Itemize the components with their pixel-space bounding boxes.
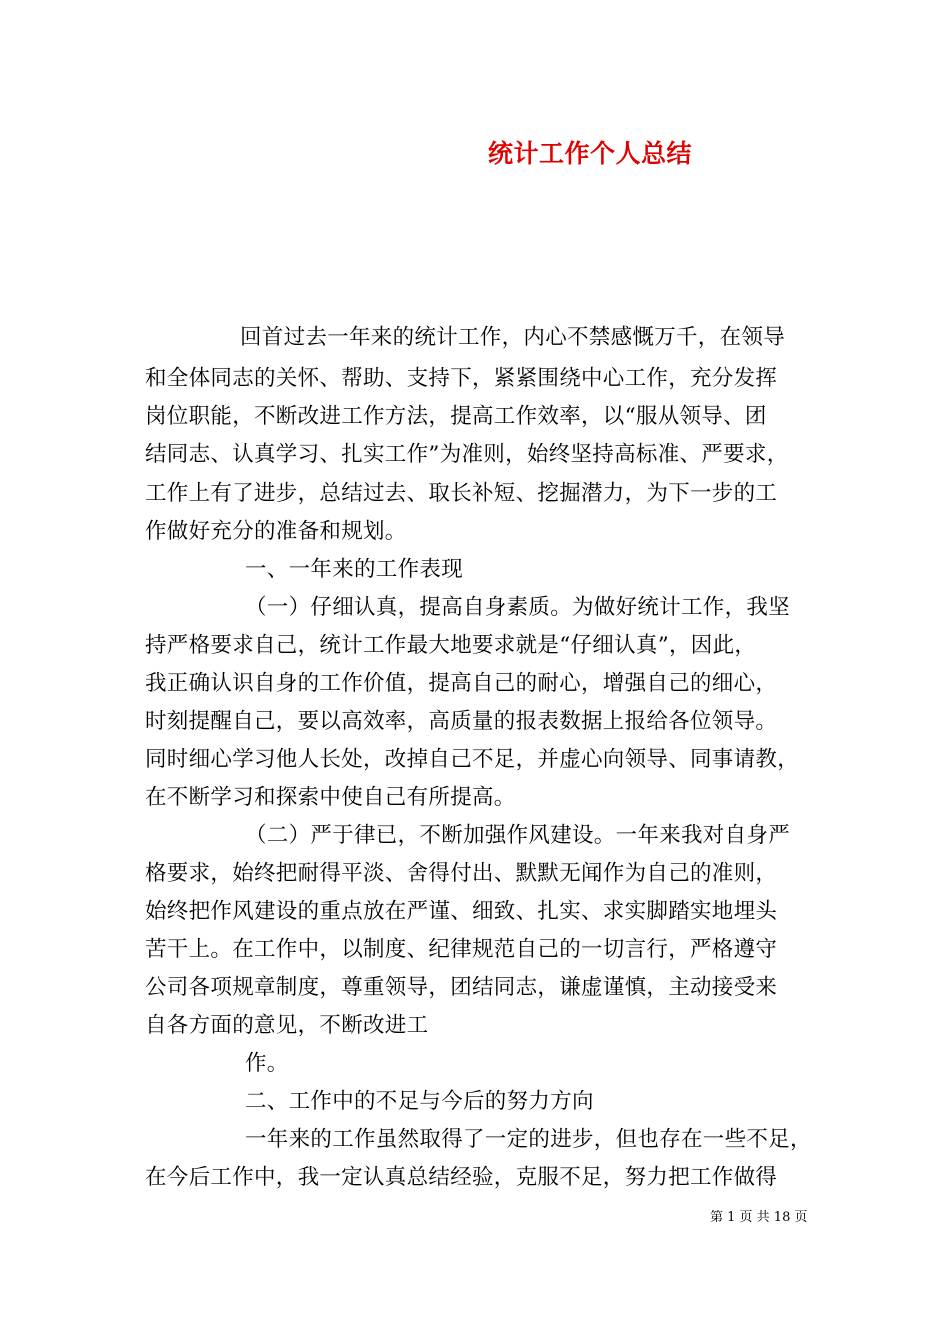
body-line: 持严格要求自己，统计工作最大地要求就是“仔细认真”，因此， bbox=[145, 633, 757, 658]
body-line: 在今后工作中，我一定认真总结经验，克服不足，努力把工作做得 bbox=[145, 1165, 778, 1190]
body-line: 公司各项规章制度，尊重领导，团结同志，谦虚谨慎，主动接受来 bbox=[145, 975, 778, 1000]
body-line: 自各方面的意见，不断改进工 bbox=[145, 1013, 429, 1038]
page-number-footer: 第 1 页 共 18 页 bbox=[710, 1210, 808, 1225]
body-line: 在不断学习和探索中使自己有所提高。 bbox=[145, 785, 516, 810]
body-line: （二）严于律已，不断加强作风建设。一年来我对自身严 bbox=[245, 823, 791, 848]
body-line: 我正确认识自身的工作价值，提高自己的耐心，增强自己的细心， bbox=[145, 671, 778, 696]
body-line: 一年来的工作虽然取得了一定的进步，但也存在一些不足， bbox=[245, 1127, 812, 1152]
document-title: 统计工作个人总结 bbox=[488, 139, 693, 168]
body-line: 岗位职能，不断改进工作方法，提高工作效率，以“服从领导、团 bbox=[145, 404, 767, 429]
body-line: 工作上有了进步，总结过去、取长补短、挖掘潜力，为下一步的工 bbox=[145, 481, 778, 506]
body-line: 作。 bbox=[245, 1051, 289, 1076]
body-line: 回首过去一年来的统计工作，内心不禁感慨万千，在领导 bbox=[240, 325, 786, 350]
body-line: 苦干上。在工作中，以制度、纪律规范自己的一切言行，严格遵守 bbox=[145, 937, 778, 962]
body-line: 和全体同志的关怀、帮助、支持下，紧紧围绕中心工作，充分发挥 bbox=[145, 366, 778, 391]
section-heading: 一、一年来的工作表现 bbox=[245, 557, 464, 582]
body-line: 结同志、认真学习、扎实工作”为准则，始终坚持高标准、严要求， bbox=[145, 442, 789, 467]
body-line: 始终把作风建设的重点放在严谨、细致、扎实、求实脚踏实地埋头 bbox=[145, 899, 778, 924]
body-line: 同时细心学习他人长处，改掉自己不足，并虚心向领导、同事请教， bbox=[145, 747, 800, 772]
body-line: 作做好充分的准备和规划。 bbox=[145, 519, 407, 544]
body-line: （一）仔细认真，提高自身素质。为做好统计工作，我坚 bbox=[245, 595, 791, 620]
section-heading: 二、工作中的不足与今后的努力方向 bbox=[245, 1089, 594, 1114]
body-line: 格要求，始终把耐得平淡、舍得付出、默默无闻作为自己的准则， bbox=[145, 861, 778, 886]
body-line: 时刻提醒自己，要以高效率，高质量的报表数据上报给各位领导。 bbox=[145, 709, 778, 734]
